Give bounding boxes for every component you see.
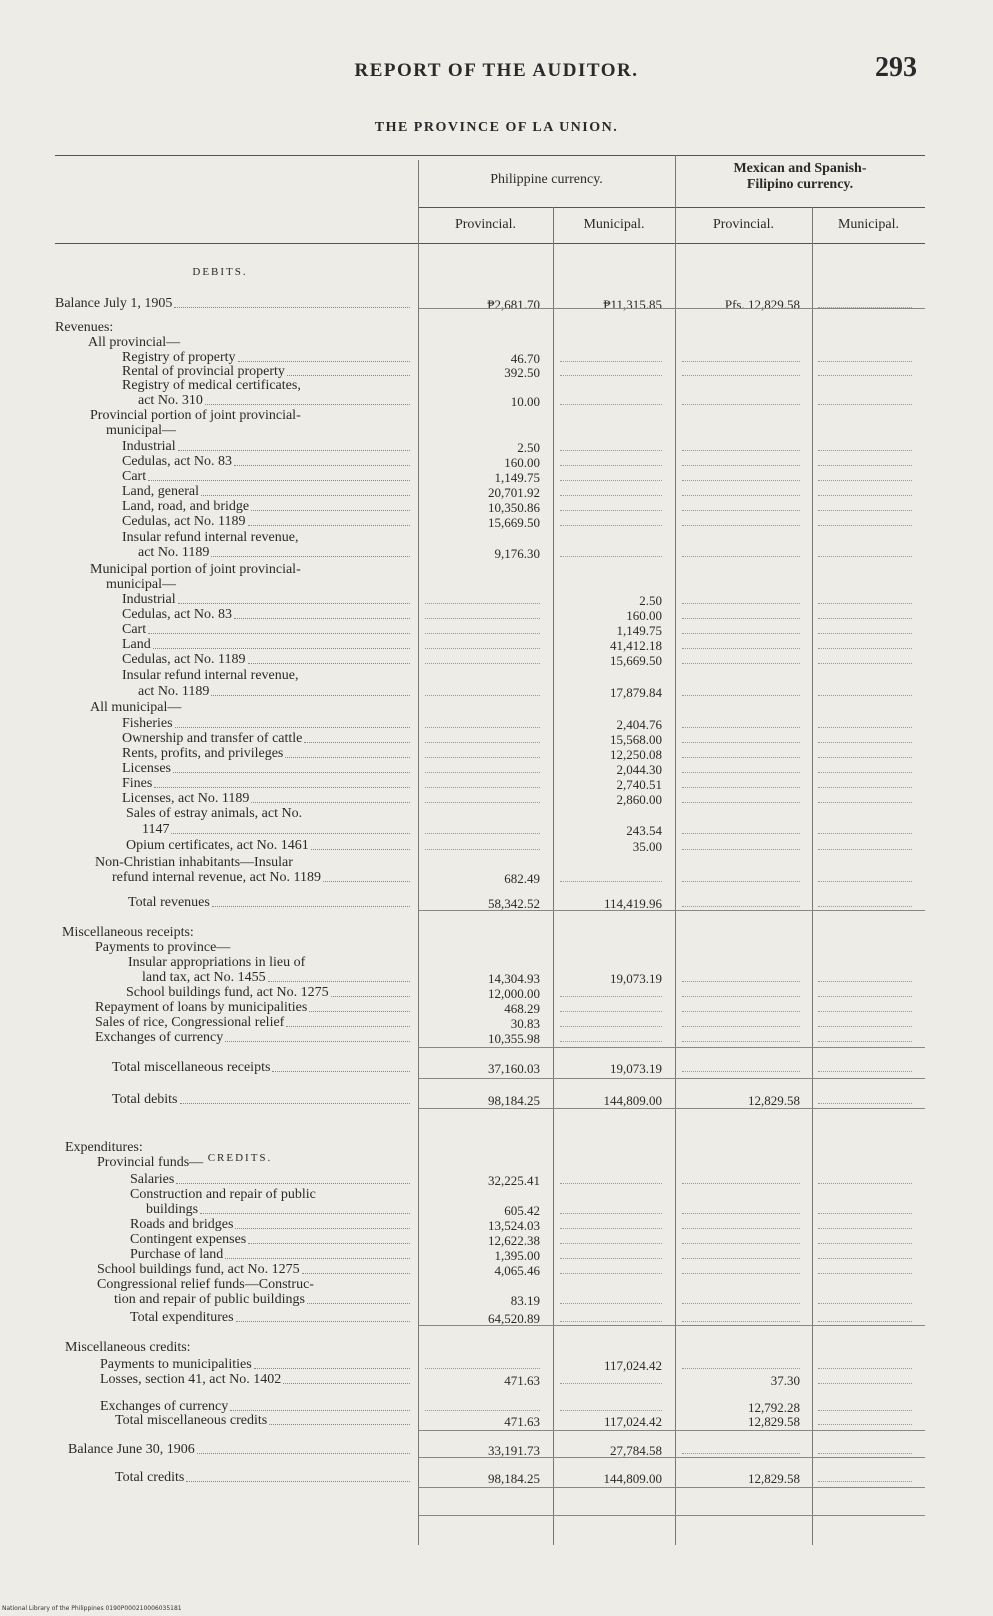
- row-label: Miscellaneous credits:: [65, 1340, 191, 1355]
- row-label: Ownership and transfer of cattle: [122, 731, 410, 747]
- row-value: 471.63: [504, 1373, 540, 1388]
- empty-cell-leader: [818, 741, 912, 743]
- row-value: 14,304.93: [488, 971, 540, 986]
- empty-cell-leader: [818, 1182, 912, 1184]
- empty-cell-leader: [682, 555, 800, 557]
- row-label: Exchanges of currency: [100, 1399, 410, 1415]
- empty-cell-leader: [682, 995, 800, 997]
- row-value: 32,225.41: [488, 1173, 540, 1188]
- row-label: Payments to municipalities: [100, 1357, 410, 1373]
- misc-credits-rule: [418, 1430, 925, 1431]
- row-value: 37,160.03: [488, 1061, 540, 1076]
- empty-cell-leader: [682, 602, 800, 604]
- row-value: 58,342.52: [488, 896, 540, 911]
- balance-bottom-rule: [418, 1487, 925, 1488]
- table-subtitle: THE PROVINCE OF LA UNION.: [374, 120, 619, 135]
- empty-cell-leader: [682, 1040, 800, 1042]
- row-label: School buildings fund, act No. 1275: [126, 985, 410, 1001]
- empty-cell-leader: [682, 1227, 800, 1229]
- empty-cell-leader: [560, 494, 662, 496]
- row-label: tion and repair of public buildings: [114, 1292, 410, 1308]
- empty-cell-leader: [818, 360, 912, 362]
- row-value: 83.19: [510, 1293, 540, 1308]
- empty-cell-leader: [425, 647, 540, 649]
- row-label: Repayment of loans by municipalities: [95, 1000, 410, 1016]
- empty-cell-leader: [818, 1409, 912, 1411]
- empty-cell-leader: [560, 1320, 662, 1322]
- empty-cell-leader: [560, 1182, 662, 1184]
- row-label: act No. 1189: [138, 684, 410, 700]
- empty-cell-leader: [560, 1010, 662, 1012]
- row-label: Land, general: [122, 484, 410, 500]
- empty-cell-leader: [818, 1010, 912, 1012]
- empty-cell-leader: [560, 524, 662, 526]
- empty-cell-leader: [560, 1302, 662, 1304]
- empty-cell-leader: [682, 374, 800, 376]
- empty-cell-leader: [682, 980, 800, 982]
- table-top-rule: [55, 155, 925, 156]
- row-value: 144,809.00: [603, 1471, 662, 1486]
- col-divider-4: [812, 207, 813, 1545]
- empty-cell-leader: [560, 1212, 662, 1214]
- row-label: Insular refund internal revenue,: [122, 668, 299, 683]
- row-label: Cedulas, act No. 1189: [122, 652, 410, 668]
- row-value: 35.00: [632, 839, 662, 854]
- row-value: 114,419.96: [603, 896, 662, 911]
- empty-cell-leader: [818, 1257, 912, 1259]
- row-label: Cedulas, act No. 83: [122, 454, 410, 470]
- empty-cell-leader: [682, 1242, 800, 1244]
- empty-cell-leader: [682, 479, 800, 481]
- row-label: Roads and bridges: [130, 1217, 410, 1233]
- subheader-municipal-2: Municipal.: [837, 217, 900, 232]
- row-label: Rents, profits, and privileges: [122, 746, 410, 762]
- empty-cell-leader: [425, 832, 540, 834]
- empty-cell-leader: [560, 479, 662, 481]
- empty-cell-leader: [425, 786, 540, 788]
- empty-cell-leader: [682, 726, 800, 728]
- empty-cell-leader: [682, 360, 800, 362]
- row-value: 20,701.92: [488, 485, 540, 500]
- row-label: Salaries: [130, 1172, 410, 1188]
- row-value: 64,520.89: [488, 1311, 540, 1326]
- empty-cell-leader: [560, 1409, 662, 1411]
- empty-cell-leader: [425, 848, 540, 850]
- row-value: 2,740.51: [616, 777, 662, 792]
- empty-cell-leader: [818, 374, 912, 376]
- row-value: 160.00: [626, 608, 662, 623]
- empty-cell-leader: [682, 832, 800, 834]
- row-label: Rental of provincial property: [122, 364, 410, 380]
- row-label: refund internal revenue, act No. 1189: [112, 870, 410, 886]
- row-value: 1,149.75: [494, 470, 540, 485]
- empty-cell-leader: [560, 1242, 662, 1244]
- row-label: Land, road, and bridge: [122, 499, 410, 515]
- empty-cell-leader: [425, 662, 540, 664]
- row-value: 2.50: [517, 440, 540, 455]
- empty-cell-leader: [682, 509, 800, 511]
- empty-cell-leader: [818, 771, 912, 773]
- empty-cell-leader: [818, 662, 912, 664]
- empty-cell-leader: [682, 694, 800, 696]
- empty-cell-leader: [682, 662, 800, 664]
- row-label: Fisheries: [122, 716, 410, 732]
- empty-cell-leader: [560, 1382, 662, 1384]
- empty-cell-leader: [425, 617, 540, 619]
- total-debits-bottom-rule: [418, 1108, 925, 1109]
- empty-cell-leader: [682, 464, 800, 466]
- balance-rule-2: [418, 1457, 925, 1458]
- row-value: 15,669.50: [610, 653, 662, 668]
- row-label: Congressional relief funds—Construc-: [97, 1277, 314, 1292]
- row-label: municipal—: [106, 577, 176, 592]
- row-value: 160.00: [504, 455, 540, 470]
- header-philippine-currency: Philippine currency.: [490, 172, 603, 187]
- row-label: Total debits: [112, 1092, 410, 1108]
- empty-cell-leader: [818, 479, 912, 481]
- empty-cell-leader: [818, 786, 912, 788]
- section-debits: DEBITS.: [192, 266, 248, 278]
- row-label: Total expenditures: [130, 1310, 410, 1326]
- empty-cell-leader: [818, 848, 912, 850]
- empty-cell-leader: [818, 1102, 912, 1104]
- empty-cell-leader: [425, 1367, 540, 1369]
- row-label: Revenues:: [55, 320, 114, 335]
- empty-cell-leader: [818, 801, 912, 803]
- empty-cell-leader: [560, 1227, 662, 1229]
- col-divider-2: [553, 207, 554, 1545]
- row-label: Provincial portion of joint provincial-: [90, 408, 301, 423]
- row-label: Total credits: [115, 1470, 410, 1486]
- row-value: 12,250.08: [610, 747, 662, 762]
- empty-cell-leader: [682, 449, 800, 451]
- empty-cell-leader: [560, 1272, 662, 1274]
- empty-cell-leader: [818, 1272, 912, 1274]
- row-value: 2,404.76: [616, 717, 662, 732]
- empty-cell-leader: [818, 524, 912, 526]
- subheader-provincial-1: Provincial.: [454, 217, 517, 232]
- header-mexican-line2: Filipino currency.: [746, 177, 854, 192]
- row-value: 2.50: [639, 593, 662, 608]
- row-value: 33,191.73: [488, 1443, 540, 1458]
- row-label: Losses, section 41, act No. 1402: [100, 1372, 410, 1388]
- empty-cell-leader: [560, 464, 662, 466]
- empty-cell-leader: [560, 555, 662, 557]
- empty-cell-leader: [682, 771, 800, 773]
- row-value: 605.42: [504, 1203, 540, 1218]
- empty-cell-leader: [818, 905, 912, 907]
- empty-cell-leader: [425, 632, 540, 634]
- row-label: Cart: [122, 622, 410, 638]
- empty-cell-leader: [818, 1212, 912, 1214]
- empty-cell-leader: [425, 694, 540, 696]
- empty-cell-leader: [682, 1302, 800, 1304]
- row-value: 17,879.84: [610, 685, 662, 700]
- row-value: 12,829.58: [748, 1093, 800, 1108]
- empty-cell-leader: [682, 1070, 800, 1072]
- row-label: Balance June 30, 1906: [68, 1442, 410, 1458]
- empty-cell-leader: [818, 726, 912, 728]
- row-value: 12,829.58: [748, 1471, 800, 1486]
- header-mexican-line1: Mexican and Spanish-: [733, 161, 867, 176]
- row-value: 98,184.25: [488, 1471, 540, 1486]
- row-value: 468.29: [504, 1001, 540, 1016]
- empty-cell-leader: [682, 632, 800, 634]
- row-label: School buildings fund, act No. 1275: [97, 1262, 410, 1278]
- empty-cell-leader: [818, 509, 912, 511]
- page-number: 293: [875, 52, 917, 83]
- empty-cell-leader: [818, 1367, 912, 1369]
- row-label: Total miscellaneous credits: [115, 1413, 410, 1429]
- row-label: Cedulas, act No. 83: [122, 607, 410, 623]
- empty-cell-leader: [425, 1409, 540, 1411]
- empty-cell-leader: [818, 647, 912, 649]
- row-label: Industrial: [122, 439, 410, 455]
- row-value: 15,568.00: [610, 732, 662, 747]
- row-value: 2,044.30: [616, 762, 662, 777]
- empty-cell-leader: [818, 995, 912, 997]
- subheader-provincial-2: Provincial.: [712, 217, 775, 232]
- empty-cell-leader: [818, 617, 912, 619]
- empty-cell-leader: [818, 1382, 912, 1384]
- row-value: 19,073.19: [610, 1061, 662, 1076]
- empty-cell-leader: [818, 1227, 912, 1229]
- subheader-rule: [418, 207, 925, 208]
- row-label: Miscellaneous receipts:: [62, 925, 194, 940]
- row-value: 10,350.86: [488, 500, 540, 515]
- row-label: Insular refund internal revenue,: [122, 530, 299, 545]
- empty-cell-leader: [818, 1480, 912, 1482]
- empty-cell-leader: [682, 756, 800, 758]
- empty-cell-leader: [682, 1257, 800, 1259]
- row-label: Sales of rice, Congressional relief: [95, 1015, 410, 1031]
- empty-cell-leader: [682, 403, 800, 405]
- empty-cell-leader: [818, 1242, 912, 1244]
- col-divider-1: [418, 160, 419, 1545]
- empty-cell-leader: [682, 647, 800, 649]
- empty-cell-leader: [560, 449, 662, 451]
- row-label: Provincial funds—: [97, 1155, 204, 1170]
- row-label: All provincial—: [88, 335, 181, 350]
- row-value: 1,149.75: [616, 623, 662, 638]
- empty-cell-leader: [682, 617, 800, 619]
- row-value: 15,669.50: [488, 515, 540, 530]
- row-label: Non-Christian inhabitants—Insular: [95, 855, 293, 870]
- row-label: act No. 310: [138, 393, 410, 409]
- empty-cell-leader: [818, 880, 912, 882]
- row-value: 46.70: [510, 351, 540, 366]
- scan-footer: National Library of the Philippines 0190P000210006035181: [2, 1605, 182, 1612]
- empty-cell-leader: [818, 555, 912, 557]
- total-credits-rule: [418, 1515, 925, 1516]
- empty-cell-leader: [425, 801, 540, 803]
- row-label: Registry of medical certificates,: [122, 378, 301, 393]
- row-value: 19,073.19: [610, 971, 662, 986]
- empty-cell-leader: [560, 374, 662, 376]
- empty-cell-leader: [682, 905, 800, 907]
- empty-cell-leader: [818, 980, 912, 982]
- row-value: 12,000.00: [488, 986, 540, 1001]
- row-value: 144,809.00: [603, 1093, 662, 1108]
- empty-cell-leader: [560, 880, 662, 882]
- empty-cell-leader: [818, 1423, 912, 1425]
- empty-cell-leader: [560, 1040, 662, 1042]
- empty-cell-leader: [682, 524, 800, 526]
- row-label: Contingent expenses: [130, 1232, 410, 1248]
- row-value: 117,024.42: [603, 1414, 662, 1429]
- empty-cell-leader: [818, 602, 912, 604]
- empty-cell-leader: [818, 756, 912, 758]
- row-value: 9,176.30: [494, 546, 540, 561]
- total-revenues-rule: [418, 910, 925, 911]
- row-value: 10.00: [510, 394, 540, 409]
- row-label: land tax, act No. 1455: [142, 970, 410, 986]
- header-bottom-rule: [55, 243, 925, 244]
- row-value: 12,792.28: [748, 1400, 800, 1415]
- empty-cell-leader: [682, 1182, 800, 1184]
- empty-cell-leader: [818, 1070, 912, 1072]
- empty-cell-leader: [682, 494, 800, 496]
- empty-cell-leader: [682, 1320, 800, 1322]
- row-label: Cedulas, act No. 1189: [122, 514, 410, 530]
- row-value: 27,784.58: [610, 1443, 662, 1458]
- subheader-municipal-1: Municipal.: [583, 217, 645, 232]
- row-label: Expenditures:: [65, 1140, 143, 1155]
- empty-cell-leader: [818, 464, 912, 466]
- empty-cell-leader: [425, 602, 540, 604]
- row-value: 37.30: [770, 1373, 800, 1388]
- expenditures-rule: [418, 1325, 925, 1326]
- row-label: Land: [122, 637, 410, 653]
- empty-cell-leader: [560, 1025, 662, 1027]
- empty-cell-leader: [818, 1040, 912, 1042]
- row-value: 243.54: [626, 823, 662, 838]
- empty-cell-leader: [682, 880, 800, 882]
- section-credits: CREDITS.: [207, 1152, 273, 1164]
- row-label: All municipal—: [90, 700, 182, 715]
- row-label: Exchanges of currency: [95, 1030, 410, 1046]
- row-value: 392.50: [504, 365, 540, 380]
- empty-cell-leader: [682, 1452, 800, 1454]
- empty-cell-leader: [425, 756, 540, 758]
- row-value: 682.49: [504, 871, 540, 886]
- empty-cell-leader: [682, 1212, 800, 1214]
- empty-cell-leader: [682, 848, 800, 850]
- empty-cell-leader: [818, 1025, 912, 1027]
- empty-cell-leader: [818, 832, 912, 834]
- row-label: Industrial: [122, 592, 410, 608]
- empty-cell-leader: [560, 1257, 662, 1259]
- misc-receipts-rule: [418, 1047, 925, 1048]
- row-label: Licenses: [122, 761, 410, 777]
- empty-cell-leader: [818, 449, 912, 451]
- empty-cell-leader: [818, 694, 912, 696]
- empty-cell-leader: [818, 494, 912, 496]
- row-label: Fines: [122, 776, 410, 792]
- empty-cell-leader: [682, 1025, 800, 1027]
- empty-cell-leader: [560, 995, 662, 997]
- row-label: Total revenues: [128, 895, 410, 911]
- row-value: ₱2,681.70: [487, 297, 540, 312]
- row-value: 12,829.58: [748, 1414, 800, 1429]
- row-label: Registry of property: [122, 350, 410, 366]
- empty-cell-leader: [425, 771, 540, 773]
- empty-cell-leader: [818, 1302, 912, 1304]
- empty-cell-leader: [560, 509, 662, 511]
- total-debits-rule: [418, 1078, 925, 1079]
- row-label: Sales of estray animals, act No.: [126, 806, 303, 821]
- empty-cell-leader: [560, 360, 662, 362]
- empty-cell-leader: [682, 741, 800, 743]
- row-value: Pfs. 12,829.58: [724, 297, 800, 312]
- empty-cell-leader: [818, 403, 912, 405]
- row-label: Municipal portion of joint provincial-: [90, 562, 301, 577]
- row-value: 10,355.98: [488, 1031, 540, 1046]
- row-label: Balance July 1, 1905: [55, 296, 410, 312]
- empty-cell-leader: [682, 801, 800, 803]
- col-divider-3: [675, 155, 676, 1545]
- row-label: Cart: [122, 469, 410, 485]
- row-label: municipal—: [106, 423, 176, 438]
- empty-cell-leader: [818, 1452, 912, 1454]
- row-label: Insular appropriations in lieu of: [128, 955, 306, 970]
- row-label: act No. 1189: [138, 545, 410, 561]
- empty-cell-leader: [682, 1272, 800, 1274]
- row-value: 117,024.42: [603, 1358, 662, 1373]
- empty-cell-leader: [682, 1367, 800, 1369]
- row-value: 13,524.03: [488, 1218, 540, 1233]
- row-label: 1147: [142, 822, 410, 838]
- row-label: Purchase of land: [130, 1247, 410, 1263]
- row-label: buildings: [146, 1202, 410, 1218]
- row-value: 471.63: [504, 1414, 540, 1429]
- row-value: 2,860.00: [616, 792, 662, 807]
- balance-rule: [418, 308, 925, 309]
- row-value: 41,412.18: [610, 638, 662, 653]
- report-header: REPORT OF THE AUDITOR.: [354, 60, 639, 81]
- empty-cell-leader: [560, 403, 662, 405]
- row-value: 12,622.38: [488, 1233, 540, 1248]
- row-value: 98,184.25: [488, 1093, 540, 1108]
- empty-cell-leader: [425, 726, 540, 728]
- row-value: 1,395.00: [494, 1248, 540, 1263]
- empty-cell-leader: [425, 741, 540, 743]
- empty-cell-leader: [682, 786, 800, 788]
- empty-cell-leader: [682, 1010, 800, 1012]
- empty-cell-leader: [818, 1320, 912, 1322]
- row-value: 30.83: [510, 1016, 540, 1031]
- row-label: Total miscellaneous receipts: [112, 1060, 410, 1076]
- row-value: 4,065.46: [494, 1263, 540, 1278]
- row-value: ₱11,315.85: [603, 297, 662, 312]
- row-label: Opium certificates, act No. 1461: [126, 838, 410, 854]
- empty-cell-leader: [818, 632, 912, 634]
- row-label: Construction and repair of public: [130, 1187, 316, 1202]
- row-label: Licenses, act No. 1189: [122, 791, 410, 807]
- row-label: Payments to province—: [95, 940, 231, 955]
